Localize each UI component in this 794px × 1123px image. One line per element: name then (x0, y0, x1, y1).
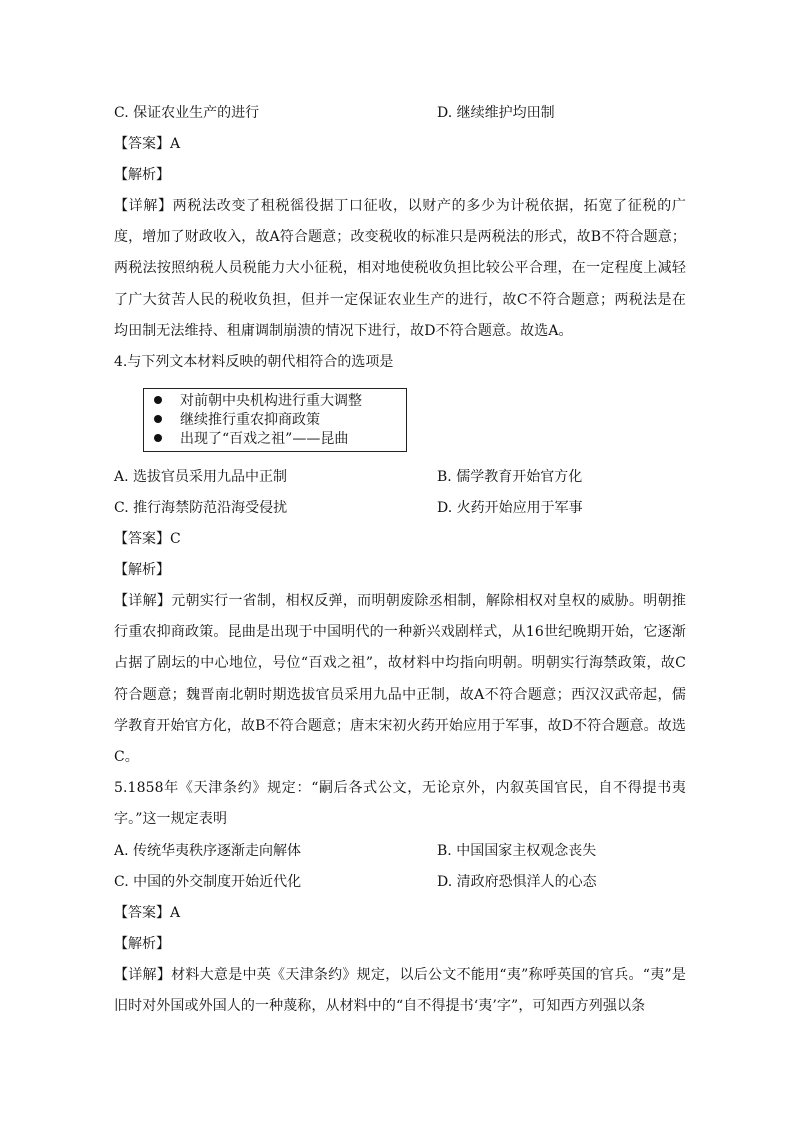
bullet-icon (154, 415, 162, 423)
q3-option-c: C. 保证农业生产的进行 (114, 105, 260, 121)
q4-material-item (154, 430, 348, 448)
q5-detail: 【详解】材料大意是中英《天津条约》规定，以后公文不能用“夷”称呼英国的官兵。“夷”是旧时对外国或外国人的一种蔑称，从材料中的“自不得提书‘夷’字”，可知西方列强以条 (114, 967, 686, 1015)
q4-material-item (154, 411, 320, 429)
q5-answer: 【答案】A (114, 905, 181, 921)
q4-material-text: 对前朝中央机构进行重大调整 (180, 393, 362, 409)
q4-material-text: 继续推行重农抑商政策 (180, 412, 320, 428)
q4-stem: 4.与下列文本材料反映的朝代相符合的选项是 (114, 354, 394, 370)
q5-option-a: A. 传统华夷秩序逐渐走向解体 (114, 843, 302, 859)
q3-option-d: D. 继续维护均田制 (437, 105, 555, 121)
q4-detail: 【详解】元朝实行一省制，相权反弹，而明朝废除丞相制，解除相权对皇权的威胁。明朝推行重农抑商政策。昆曲是出现于中国明代的一种新兴戏剧样式，从16世纪晚期开始，它逐渐占据了剧坛的中心地位，号位“百戏之祖”，故材料中均指向明朝。明朝实行海禁政策，故C符合题意；魏晋南北朝时期选拔官员采用九品中正制，故A不符合题意；西汉汉武帝起，儒学教育开始官方化，故B不符合题意；唐末宋初火药开始应用于军事，故D不符合题意。故选C。 (114, 593, 686, 766)
q4-answer: 【答案】C (114, 531, 181, 547)
q5-option-d: D. 清政府恐惧洋人的心态 (437, 874, 597, 890)
q4-material-text: 出现了“百戏之祖”——昆曲 (180, 431, 349, 447)
q4-option-a: A. 选拔官员采用九品中正制 (114, 469, 288, 485)
q5-analysis-label: 【解析】 (114, 936, 170, 952)
q5-option-c: C. 中国的外交制度开始近代化 (114, 874, 302, 890)
q4-option-c: C. 推行海禁防范沿海受侵扰 (114, 500, 288, 516)
bullet-icon (154, 434, 162, 442)
q3-detail: 【详解】两税法改变了租税徭役据丁口征收，以财产的多少为计税依据，拓宽了征税的广度，增加了财政收入，故A符合题意；改变税收的标准只是两税法的形式，故B不符合题意；两税法按照纳税人员税能力大小征税，相对地使税收负担比较公平合理，在一定程度上减轻了广大贫苦人民的税收负担，但并一定保证农业生产的进行，故C不符合题意；两税法是在均田制无法维持、租庸调制崩溃的情况下进行，故D不符合题意。故选A。 (114, 198, 686, 339)
bullet-icon (154, 396, 162, 404)
q4-option-b: B. 儒学教育开始官方化 (437, 469, 583, 485)
q4-material-box (143, 388, 407, 452)
q3-analysis-label: 【解析】 (114, 167, 170, 183)
q5-option-b: B. 中国国家主权观念丧失 (437, 843, 597, 859)
q3-answer: 【答案】A (114, 136, 181, 152)
q4-material-item (154, 392, 362, 410)
q4-analysis-label: 【解析】 (114, 562, 170, 578)
q5-stem: 5.1858年《天津条约》规定：“嗣后各式公文，无论京外，内叙英国官民，自不得提书夷字。”这一规定表明 (114, 780, 686, 828)
q4-option-d: D. 火药开始应用于军事 (437, 500, 583, 516)
